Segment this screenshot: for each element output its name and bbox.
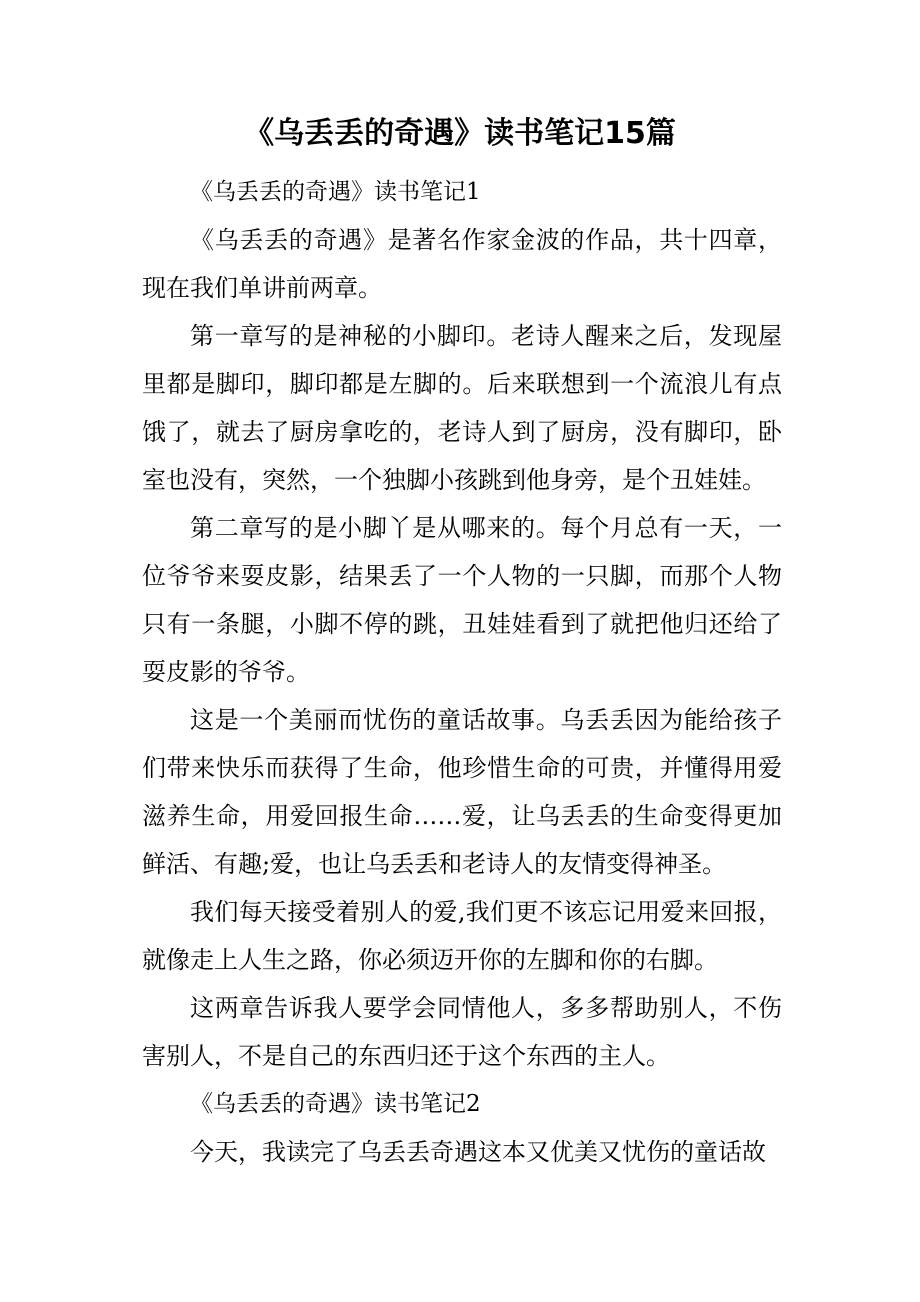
document-body	[142, 168, 782, 1176]
section-heading-1: 《乌丢丢的奇遇》读书笔记1	[190, 179, 481, 205]
section-heading-2: 《乌丢丢的奇遇》读书笔记2	[190, 1091, 481, 1117]
document-title: 《乌丢丢的奇遇》读书笔记15篇	[244, 116, 676, 151]
paragraph-today: 今天，我读完了乌丢丢奇遇这本又优美又忧伤的童话故	[190, 1138, 766, 1166]
paragraph-chapter-two: 第二章写的是小脚丫是从哪来的。每个月总有一天，一位爷爷来耍皮影，结果丢了一个人物的一只脚，而那个人物只有一条腿，小脚不停的跳，丑娃娃看到了就把他归还给了耍皮影的爷爷。	[142, 514, 782, 686]
paragraph-reflection: 这是一个美丽而忧伤的童话故事。乌丢丢因为能给孩子们带来快乐而获得了生命，他珍惜生命的可贵，并懂得用爱滋养生命，用爱回报生命……爱，让乌丢丢的生命变得更加鲜活、有趣;爱，也让乌丢丢和老诗人的友情变得神圣。	[142, 706, 782, 878]
paragraph-lesson: 这两章告诉我人要学会同情他人，多多帮助别人，不伤害别人，不是自己的东西归还于这个东西的主人。	[142, 994, 782, 1070]
paragraph-chapter-one: 第一章写的是神秘的小脚印。老诗人醒来之后，发现屋里都是脚印，脚印都是左脚的。后来联想到一个流浪儿有点饿了，就去了厨房拿吃的，老诗人到了厨房，没有脚印，卧室也没有，突然，一个独脚小孩跳到他身旁，是个丑娃娃。	[142, 322, 782, 494]
paragraph-love: 我们每天接受着别人的爱,我们更不该忘记用爱来回报，就像走上人生之路，你必须迈开你的左脚和你的右脚。	[142, 898, 782, 974]
paragraph-intro: 《乌丢丢的奇遇》是著名作家金波的作品，共十四章，现在我们单讲前两章。	[142, 226, 782, 302]
